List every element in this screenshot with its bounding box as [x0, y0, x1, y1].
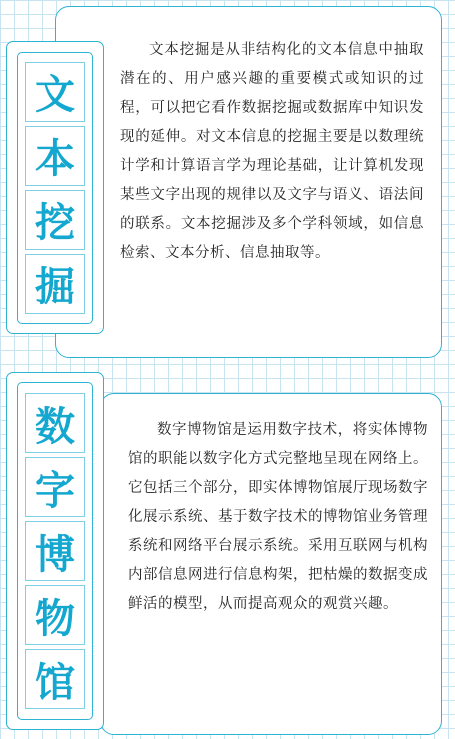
vertical-title — [17, 52, 93, 324]
title-char: 掘 — [25, 254, 85, 314]
title-char: 本 — [25, 126, 85, 186]
body-paragraph: 文本挖掘是从非结构化的文本信息中抽取潜在的、用户感兴趣的重要模式或知识的过程，可以把它看作数据挖掘或数据库中知识发现的延伸。对文本信息的挖掘主要是以数理统计学和计算语言学为理论基础，让计算机发现某些文字出现的规律以及文字与语义、语法间的联系。文本挖掘涉及多个学科领域，如信息检索、文本分析、信息抽取等。 — [120, 42, 424, 261]
title-char: 文 — [25, 62, 85, 122]
title-char: 博 — [25, 521, 85, 581]
body-paragraph: 数字博物馆是运用数字技术，将实体博物馆的职能以数字化方式完整地呈现在网络上。它包括三个部分，即实体博物馆展厅现场数字化展示系统、基于数字技术的博物馆业务管理系统和网络平台展示系统。采用互联网与机构内部信息网进行信息构架，把枯燥的数据变成鲜活的模型，从而提高观众的观赏兴趣。 — [128, 422, 428, 612]
title-char: 数 — [25, 393, 85, 453]
title-char: 物 — [25, 585, 85, 645]
vertical-title-frame — [6, 41, 104, 334]
section-digital-museum — [0, 368, 455, 739]
title-char: 字 — [25, 457, 85, 517]
title-char: 挖 — [25, 190, 85, 250]
vertical-title — [17, 382, 93, 720]
vertical-title-frame — [6, 372, 104, 730]
title-char: 馆 — [25, 649, 85, 709]
section-text-mining — [0, 0, 455, 368]
